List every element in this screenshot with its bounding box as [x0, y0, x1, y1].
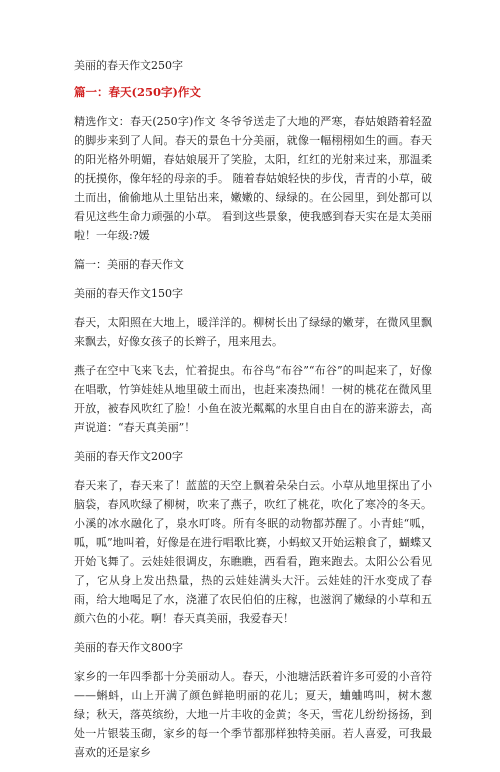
- section1-title: 篇一：美丽的春天作文: [74, 258, 184, 271]
- section-heading: 篇一：春天(250字)作文: [74, 85, 201, 99]
- essay200-paragraph-1: 春天来了，春天来了！蓝蓝的天空上飘着朵朵白云。小草从地里探出了小脑袋，春风吹绿了柳树，吹来了燕子，吹红了桃花，吹化了寒冷的冬天。小溪的冰水融化了，泉水叮咚。所有冬眠的动物都苏醒了。小青蛙“呱，呱，呱”地叫着，好像是在进行唱歌比赛，小蚂蚁又开始运粮食了，蝴蝶又开始飞舞了。云娃娃很调皮，东瞧瞧，西看看，跑来跑去。太阳公公看见了，它从身上发出热量，热的云娃娃满头大汗。云娃娃的汗水变成了春雨，给大地喝足了水，浇灌了农民伯伯的庄稼，也滋润了嫩绿的小草和五颜六色的小花。啊！春天真美丽，我爱春天！: [74, 479, 432, 625]
- intro-paragraph: 精选作文：春天(250字)作文 冬爷爷送走了大地的严寒，春姑娘踏着轻盈的脚步来到了人间。春天的景色十分美丽，就像一幅栩栩如生的画。春天的阳光格外明媚，春姑娘展开了笑脸，太阳，红红的光射来过来，那温柔的抚摸你，像年轻的母亲的手。 随着春姑娘轻快的步伐，青青的小草，破土而出，偷偷地从土里钻出来，嫩嫩的、绿绿的。在公园里，到处都可以看见这些生命力顽强的小草。 看到这些景象，使我感到春天实在是太美丽啦！一年级:?媛: [74, 115, 432, 242]
- document-page: [74, 56, 432, 772]
- essay800-paragraph-1: 家乡的一年四季都十分美丽动人。春天，小池塘活跃着许多可爱的小音符——蝌蚪，山上开满了颜色鲜艳明丽的花儿；夏天，蛐蛐鸣叫，树木葱绿；秋天，落英缤纷，大地一片丰收的金黄；冬天，雪花儿纷纷扬扬，到处一片银装玉砌，家乡的每一个季节都那样独特美丽。若人喜爱，可我最喜欢的还是家乡: [74, 670, 432, 759]
- essay150-paragraph-1: 春天，太阳照在大地上，暖洋洋的。柳树长出了绿绿的嫩芽，在微风里飘来飘去，好像女孩子的长辫子，甩来甩去。: [74, 316, 432, 348]
- essay800-title: 美丽的春天作文800字: [74, 641, 183, 654]
- essay150-title: 美丽的春天作文150字: [74, 287, 183, 300]
- essay200-title: 美丽的春天作文200字: [74, 450, 183, 463]
- essay150-paragraph-2: 燕子在空中飞来飞去，忙着捉虫。布谷鸟“布谷”“布谷”的叫起来了，好像在唱歌，竹笋娃娃从地里破土而出，也赶来凑热闹！一树的桃花在微风里开放，被春风吹红了脸！小鱼在波光粼粼的水里自由自在的游来游去，高声说道：“春天真美丽”！: [74, 364, 432, 434]
- document-title: 美丽的春天作文250字: [74, 59, 183, 72]
